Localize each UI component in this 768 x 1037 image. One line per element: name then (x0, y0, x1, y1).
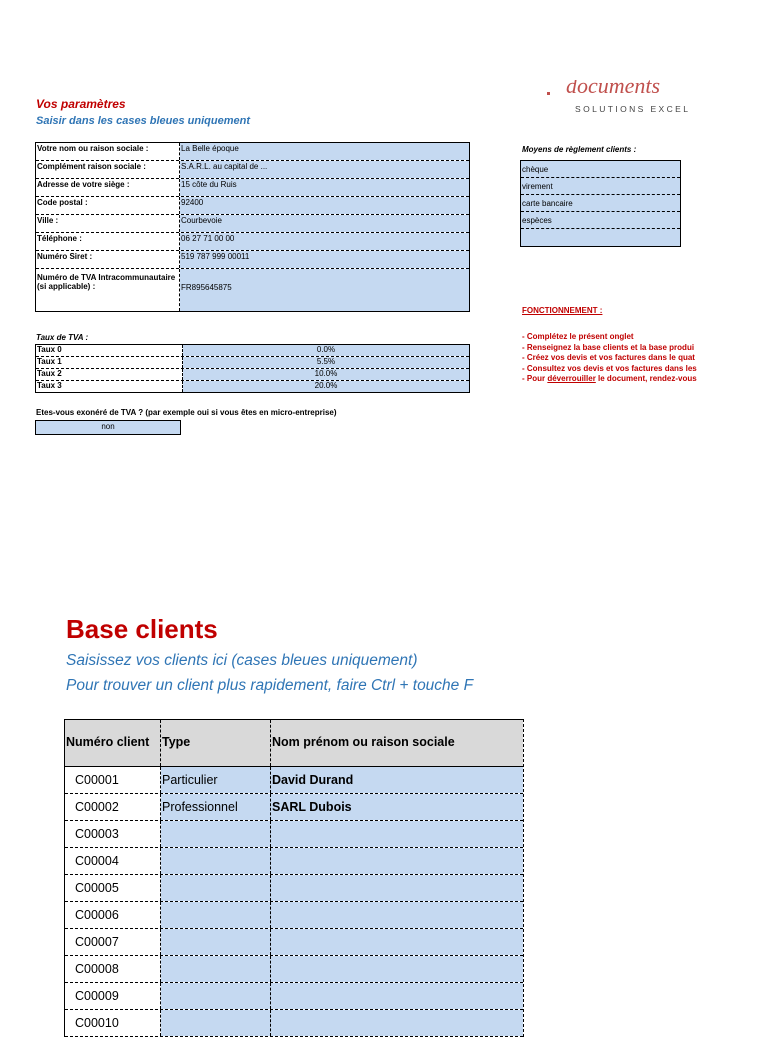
table-row (65, 848, 523, 875)
params-label: Complément raison sociale : (36, 161, 180, 178)
client-number-cell: C00006 (65, 902, 161, 928)
params-label: Numéro de TVA Intracommunautaire (si applicable) : (36, 269, 180, 311)
instruction-line (522, 374, 734, 385)
payment-method-cell[interactable]: espèces (521, 212, 680, 229)
client-name-cell[interactable] (271, 848, 523, 874)
table-row (65, 875, 523, 902)
params-value-cell[interactable]: La Belle époque (180, 143, 469, 160)
unlock-link[interactable]: déverrouiller (547, 374, 596, 384)
params-table (35, 142, 470, 312)
tva-value-cell[interactable]: 20.0% (183, 381, 469, 392)
params-title: Vos paramètres (36, 97, 126, 111)
tva-table (35, 344, 470, 393)
params-row (36, 179, 469, 197)
column-header-number: Numéro client (65, 720, 161, 766)
params-row (36, 197, 469, 215)
tva-value-cell[interactable]: 10.0% (183, 369, 469, 380)
client-number-cell: C00008 (65, 956, 161, 982)
table-row (65, 956, 523, 983)
client-name-cell[interactable] (271, 821, 523, 847)
params-value-cell[interactable]: 92400 (180, 197, 469, 214)
client-number-cell: C00009 (65, 983, 161, 1009)
params-value-cell[interactable]: Courbevoie (180, 215, 469, 232)
tva-row (36, 381, 469, 392)
payment-methods-table (520, 160, 681, 247)
logo-dot (547, 92, 550, 95)
params-label: Code postal : (36, 197, 180, 214)
params-label: Votre nom ou raison sociale : (36, 143, 180, 160)
params-value-cell[interactable]: 15 côte du Ruis (180, 179, 469, 196)
tva-label: Taux 0 (36, 345, 183, 356)
params-value-cell[interactable]: 06 27 71 00 00 (180, 233, 469, 250)
column-header-type: Type (161, 720, 271, 766)
client-name-cell[interactable] (271, 1010, 523, 1036)
client-name-cell[interactable] (271, 983, 523, 1009)
clients-search-hint: Pour trouver un client plus rapidement, faire Ctrl + touche F (66, 677, 474, 694)
client-type-cell[interactable] (161, 1010, 271, 1036)
client-number-cell: C00004 (65, 848, 161, 874)
params-value-cell[interactable]: FR895645875 (180, 269, 469, 311)
client-name-cell[interactable]: SARL Dubois (271, 794, 523, 820)
client-number-cell: C00002 (65, 794, 161, 820)
client-name-cell[interactable] (271, 956, 523, 982)
tva-row (36, 357, 469, 369)
params-label: Adresse de votre siège : (36, 179, 180, 196)
client-type-cell[interactable] (161, 848, 271, 874)
column-header-name: Nom prénom ou raison sociale (272, 735, 455, 749)
tva-value-cell[interactable]: 5.5% (183, 357, 469, 368)
payment-method-cell[interactable]: carte bancaire (521, 195, 680, 212)
tva-value-cell[interactable]: 0.0% (183, 345, 469, 356)
table-row (65, 794, 523, 821)
tva-exemption-cell[interactable]: non (35, 420, 181, 435)
client-type-cell[interactable]: Particulier (161, 767, 271, 793)
clients-title: Base clients (66, 614, 218, 644)
instruction-line: - Créez vos devis et vos factures dans le quat (522, 353, 695, 363)
params-row (36, 269, 469, 311)
client-number-cell: C00001 (65, 767, 161, 793)
client-type-cell[interactable] (161, 956, 271, 982)
instruction-text: le document, rendez-vous (595, 374, 697, 384)
table-row (65, 821, 523, 848)
client-number-cell: C00010 (65, 1010, 161, 1036)
table-row (65, 929, 523, 956)
params-label: Téléphone : (36, 233, 180, 250)
tva-label: Taux 3 (36, 381, 183, 392)
params-row (36, 251, 469, 269)
params-row (36, 233, 469, 251)
tva-label: Taux 2 (36, 369, 183, 380)
params-value-cell[interactable]: S.A.R.L. au capital de ... (180, 161, 469, 178)
instruction-line: - Renseignez la base clients et la base produi (522, 342, 695, 352)
logo-wordmark: documents (566, 80, 661, 94)
tva-label: Taux 1 (36, 357, 183, 368)
instruction-line: - Consultez vos devis et vos factures dans les (522, 363, 697, 373)
params-row (36, 161, 469, 179)
payment-method-cell[interactable] (521, 229, 680, 246)
table-row (65, 902, 523, 929)
payment-method-cell[interactable]: chèque (521, 161, 680, 178)
params-label: Numéro Siret : (36, 251, 180, 268)
client-type-cell[interactable] (161, 929, 271, 955)
tva-row (36, 345, 469, 357)
client-name-cell[interactable] (271, 875, 523, 901)
table-row (65, 767, 523, 794)
payment-method-cell[interactable]: virement (521, 178, 680, 195)
params-label: Ville : (36, 215, 180, 232)
client-type-cell[interactable]: Professionnel (161, 794, 271, 820)
clients-subtitle: Saisissez vos clients ici (cases bleues uniquement) (66, 652, 418, 669)
client-name-cell[interactable]: David Durand (271, 767, 523, 793)
clients-table (64, 719, 524, 1037)
params-row (36, 215, 469, 233)
client-number-cell: C00007 (65, 929, 161, 955)
client-number-cell: C00003 (65, 821, 161, 847)
params-value-cell[interactable]: 519 787 999 00011 (180, 251, 469, 268)
client-number-cell: C00005 (65, 875, 161, 901)
instructions-title: FONCTIONNEMENT : (522, 306, 603, 315)
client-name-cell[interactable] (271, 929, 523, 955)
params-row (36, 143, 469, 161)
params-subtitle: Saisir dans les cases bleues uniquement (36, 115, 250, 127)
payment-methods-title: Moyens de règlement clients : (522, 145, 637, 154)
client-type-cell[interactable] (161, 875, 271, 901)
logo-subtitle: SOLUTIONS EXCEL (575, 104, 691, 114)
instruction-line: - Complétez le présent onglet (522, 332, 634, 341)
tva-title: Taux de TVA : (36, 333, 89, 342)
clients-table-header (65, 720, 523, 767)
tva-row (36, 369, 469, 381)
client-type-cell[interactable] (161, 821, 271, 847)
client-type-cell[interactable] (161, 902, 271, 928)
client-type-cell[interactable] (161, 983, 271, 1009)
table-row (65, 983, 523, 1010)
instructions-list (522, 332, 734, 385)
instruction-text: - Pour (522, 374, 548, 384)
client-name-cell[interactable] (271, 902, 523, 928)
tva-exemption-question: Etes-vous exonéré de TVA ? (par exemple oui si vous êtes en micro-entreprise) (36, 408, 337, 417)
